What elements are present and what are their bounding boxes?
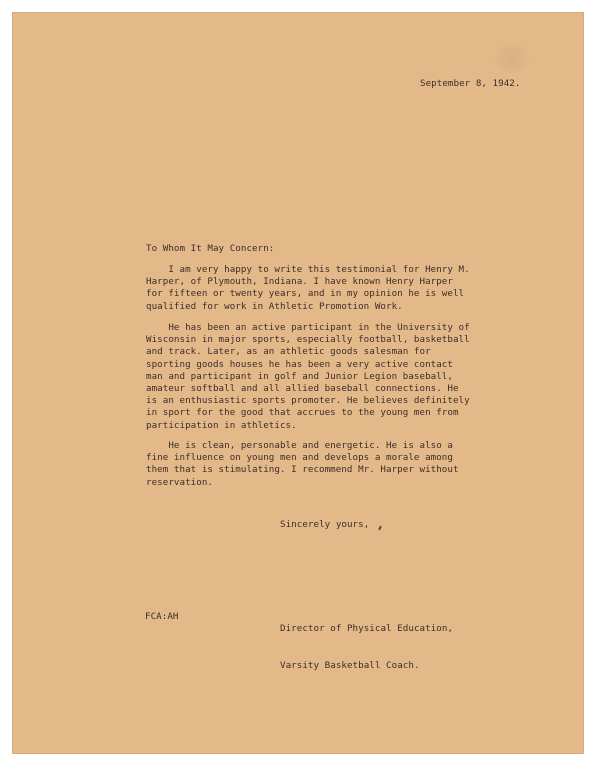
signature-block: [280, 599, 453, 697]
paragraph-1-line: I am very happy to write this testimonial for Henry M.: [146, 264, 470, 275]
paragraph-3-line: He is clean, personable and energetic. He is also a: [146, 440, 453, 451]
paragraph-2-line: participation in athletics.: [146, 419, 297, 431]
letter-page: [12, 12, 584, 754]
paper-stain: [494, 43, 530, 73]
paragraph-2-line: in sport for the good that accrues to the young men from: [146, 407, 459, 419]
letter-date: September 8, 1942.: [420, 78, 521, 89]
paragraph-1-line: qualified for work in Athletic Promotion Work.: [146, 300, 403, 312]
paragraph-2-line: He has been an active participant in the University of: [146, 322, 470, 333]
paragraph-1-line: Harper, of Plymouth, Indiana. I have known Henry Harper: [146, 276, 453, 288]
paragraph-1: [146, 264, 516, 313]
paragraph-3-line: them that is stimulating. I recommend Mr. Harper without: [146, 464, 459, 476]
paragraph-3-line: fine influence on young men and develops a morale among: [146, 452, 453, 464]
paragraph-3: [146, 440, 516, 489]
signature-title: Director of Physical Education,: [280, 623, 454, 635]
paragraph-2: [146, 322, 516, 432]
paragraph-2-line: and track. Later, as an athletic goods salesman for: [146, 346, 431, 358]
complimentary-closing: Sincerely yours,: [280, 519, 370, 530]
paragraph-2-line: sporting goods houses he has been a very active contact: [146, 358, 453, 370]
paragraph-2-line: Wisconsin in major sports, especially football, basketball: [146, 334, 470, 346]
reference-initials: FCA:AH: [145, 611, 179, 622]
paragraph-2-line: is an enthusiastic sports promoter. He believes definitely: [146, 395, 470, 407]
ink-mark: [378, 526, 382, 530]
salutation: To Whom It May Concern:: [146, 243, 275, 254]
paragraph-3-line: reservation.: [146, 476, 213, 488]
signature-title: Varsity Basketball Coach.: [280, 660, 420, 672]
paragraph-1-line: for fifteen or twenty years, and in my opinion he is well: [146, 288, 465, 300]
paragraph-2-line: amateur softball and all allied baseball connections. He: [146, 383, 459, 395]
paragraph-2-line: man and participant in golf and Junior Legion baseball,: [146, 370, 453, 382]
